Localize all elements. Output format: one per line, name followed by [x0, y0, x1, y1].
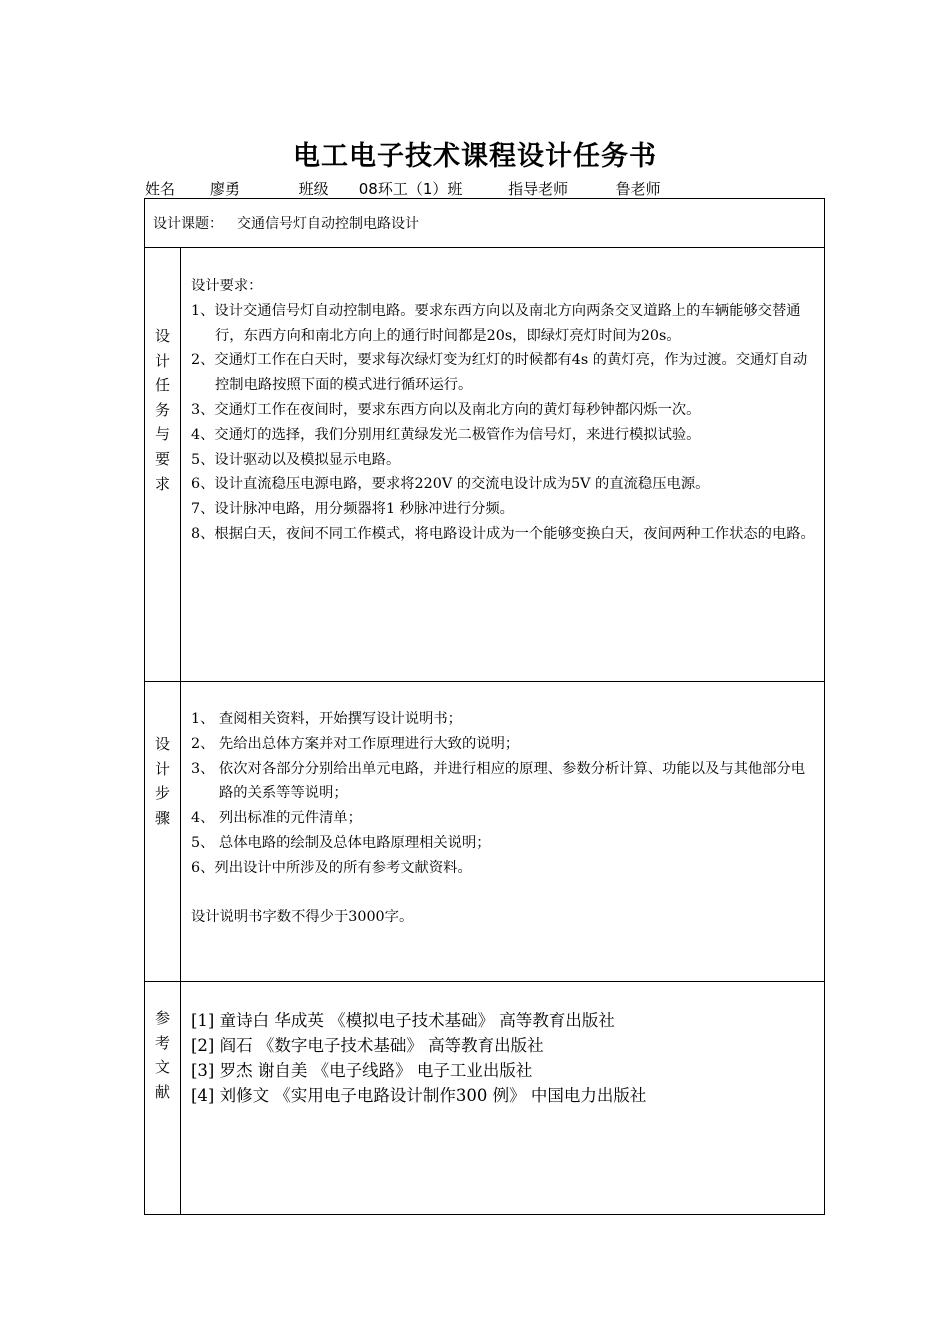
- references-row: [145, 982, 825, 1215]
- requirement-item: 5、设计驱动以及模拟显示电路。: [191, 451, 401, 468]
- topic-row: [145, 199, 825, 248]
- class-value: 08环工（1）班: [329, 181, 493, 199]
- step-item: 3、 依次对各部分分别给出单元电路，并进行相应的原理、参数分析计算、功能以及与其他部分电路的关系等等说明；: [191, 760, 806, 802]
- step-item: 6、列出设计中所涉及的所有参考文献资料。: [191, 859, 472, 876]
- requirement-item: 8、根据白天，夜间不同工作模式，将电路设计成为一个能够变换白天，夜间两种工作状态的电路。: [191, 525, 815, 542]
- requirement-item: 2、交通灯工作在白天时，要求每次绿灯变为红灯的时候都有4s 的黄灯亮，作为过渡。交通灯自动控制电路按照下面的模式进行循环运行。: [191, 352, 808, 394]
- steps-row: [145, 682, 825, 982]
- topic-label: 设计课题：: [153, 216, 223, 232]
- requirement-item: 7、设计脉冲电路，用分频器将1 秒脉冲进行分频。: [191, 501, 514, 518]
- requirements-content: [181, 248, 825, 682]
- references-label: 参 考 文 献: [145, 982, 181, 1215]
- name-label: 姓名: [145, 180, 176, 198]
- reference-item: [3] 罗杰 谢自美 《电子线路》 电子工业出版社: [191, 1061, 533, 1080]
- step-item: 1、 查阅相关资料，开始撰写设计说明书；: [191, 711, 462, 727]
- requirement-item: 3、交通灯工作在夜间时，要求东西方向以及南北方向的黄灯每秒钟都闪烁一次。: [191, 401, 701, 418]
- step-item: 2、 先给出总体方案并对工作原理进行大致的说明；: [191, 735, 520, 752]
- requirements-heading: 设计要求：: [191, 278, 263, 294]
- steps-label: 设 计 步 骤: [145, 682, 181, 982]
- document-title: 电工电子技术课程设计任务书: [293, 141, 657, 172]
- references-content: [181, 982, 825, 1215]
- steps-content: [181, 682, 825, 982]
- name-value: 廖勇: [175, 181, 275, 199]
- teacher-label: 指导老师: [508, 180, 569, 198]
- teacher-value: 鲁老师: [568, 181, 708, 199]
- task-table: [144, 198, 825, 1215]
- requirement-item: 4、交通灯的选择，我们分别用红黄绿发光二极管作为信号灯，来进行模拟试验。: [191, 426, 701, 443]
- requirement-item: 1、设计交通信号灯自动控制电路。要求东西方向以及南北方向两条交叉道路上的车辆能够交替通行，东西方向和南北方向上的通行时间都是20s，即绿灯亮灯时间为20s。: [191, 302, 801, 344]
- topic-cell: [145, 199, 825, 248]
- requirement-item: 6、设计直流稳压电源电路，要求将220V 的交流电设计成为5V 的直流稳压电源。: [191, 476, 710, 493]
- class-label: 班级: [298, 180, 329, 198]
- student-info-line: [145, 178, 708, 199]
- requirements-label: 设 计 任 务 与 要 求: [145, 248, 181, 682]
- topic-value: 交通信号灯自动控制电路设计: [237, 216, 419, 232]
- reference-item: [4] 刘修文 《实用电子电路设计制作300 例》 中国电力出版社: [191, 1086, 647, 1105]
- reference-item: [2] 阎石 《数字电子技术基础》 高等教育出版社: [191, 1036, 544, 1055]
- step-item: 5、 总体电路的绘制及总体电路原理相关说明；: [191, 834, 491, 851]
- step-item: 4、 列出标准的元件清单；: [191, 810, 362, 827]
- steps-note: 设计说明书字数不得少于3000字。: [191, 909, 414, 926]
- reference-item: [1] 童诗白 华成英 《模拟电子技术基础》 高等教育出版社: [191, 1011, 615, 1030]
- requirements-row: [145, 248, 825, 682]
